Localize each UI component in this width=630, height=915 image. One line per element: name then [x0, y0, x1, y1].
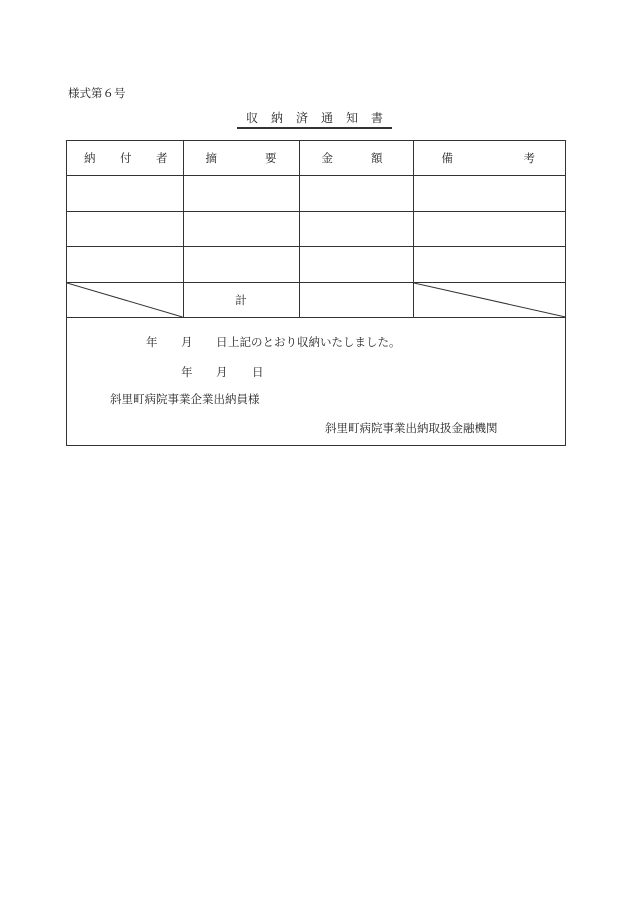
addressee: 斜里町病院事業企業出納員様 [110, 392, 260, 406]
header-summary [183, 141, 299, 176]
header-char: 付 [120, 151, 132, 165]
title-char: 知 [345, 111, 358, 125]
header-row [67, 141, 565, 176]
cell-payer[interactable] [67, 212, 183, 247]
cell-amount[interactable] [299, 212, 413, 247]
cell-amount[interactable] [299, 247, 413, 283]
year-label: 年 [181, 365, 193, 379]
table-row [67, 176, 565, 212]
day-label: 日 [252, 365, 264, 379]
receipt-text: 上記のとおり収納いたしました。 [228, 335, 401, 349]
title-char: 収 [245, 111, 258, 125]
diagonal-line [67, 283, 183, 317]
total-label: 計 [183, 283, 299, 318]
cell-payer[interactable] [67, 176, 183, 212]
header-char: 者 [156, 151, 168, 165]
title-char: 納 [270, 111, 283, 125]
cell-payer[interactable] [67, 247, 183, 283]
document-title [237, 109, 392, 129]
header-amount [299, 141, 413, 176]
diagonal-line [414, 283, 566, 317]
cell-total-amount[interactable] [299, 283, 413, 318]
header-char: 額 [371, 151, 383, 165]
issuer: 斜里町病院事業出納取扱金融機関 [325, 421, 498, 435]
total-diagonal-left [67, 283, 183, 318]
header-char: 納 [84, 151, 96, 165]
cell-summary[interactable] [183, 212, 299, 247]
header-char: 摘 [205, 151, 217, 165]
form-frame [66, 140, 566, 446]
payment-table [67, 141, 565, 318]
total-row [67, 283, 565, 318]
year-label: 年 [146, 335, 158, 349]
table-row [67, 247, 565, 283]
cell-remarks[interactable] [413, 176, 565, 212]
header-char: 要 [265, 151, 277, 165]
cell-amount[interactable] [299, 176, 413, 212]
title-char: 通 [320, 111, 333, 125]
title-char: 済 [295, 111, 308, 125]
header-char: 金 [321, 151, 333, 165]
header-char: 備 [441, 151, 453, 165]
total-diagonal-right [413, 283, 565, 318]
cell-remarks[interactable] [413, 247, 565, 283]
cell-summary[interactable] [183, 176, 299, 212]
header-payer [67, 141, 183, 176]
cell-remarks[interactable] [413, 212, 565, 247]
header-char: 考 [523, 151, 535, 165]
cell-summary[interactable] [183, 247, 299, 283]
month-label: 月 [216, 365, 228, 379]
header-remarks [413, 141, 565, 176]
title-char: 書 [370, 111, 383, 125]
table-row [67, 212, 565, 247]
form-number: 様式第６号 [68, 86, 126, 100]
day-label: 日 [216, 335, 228, 349]
month-label: 月 [181, 335, 193, 349]
